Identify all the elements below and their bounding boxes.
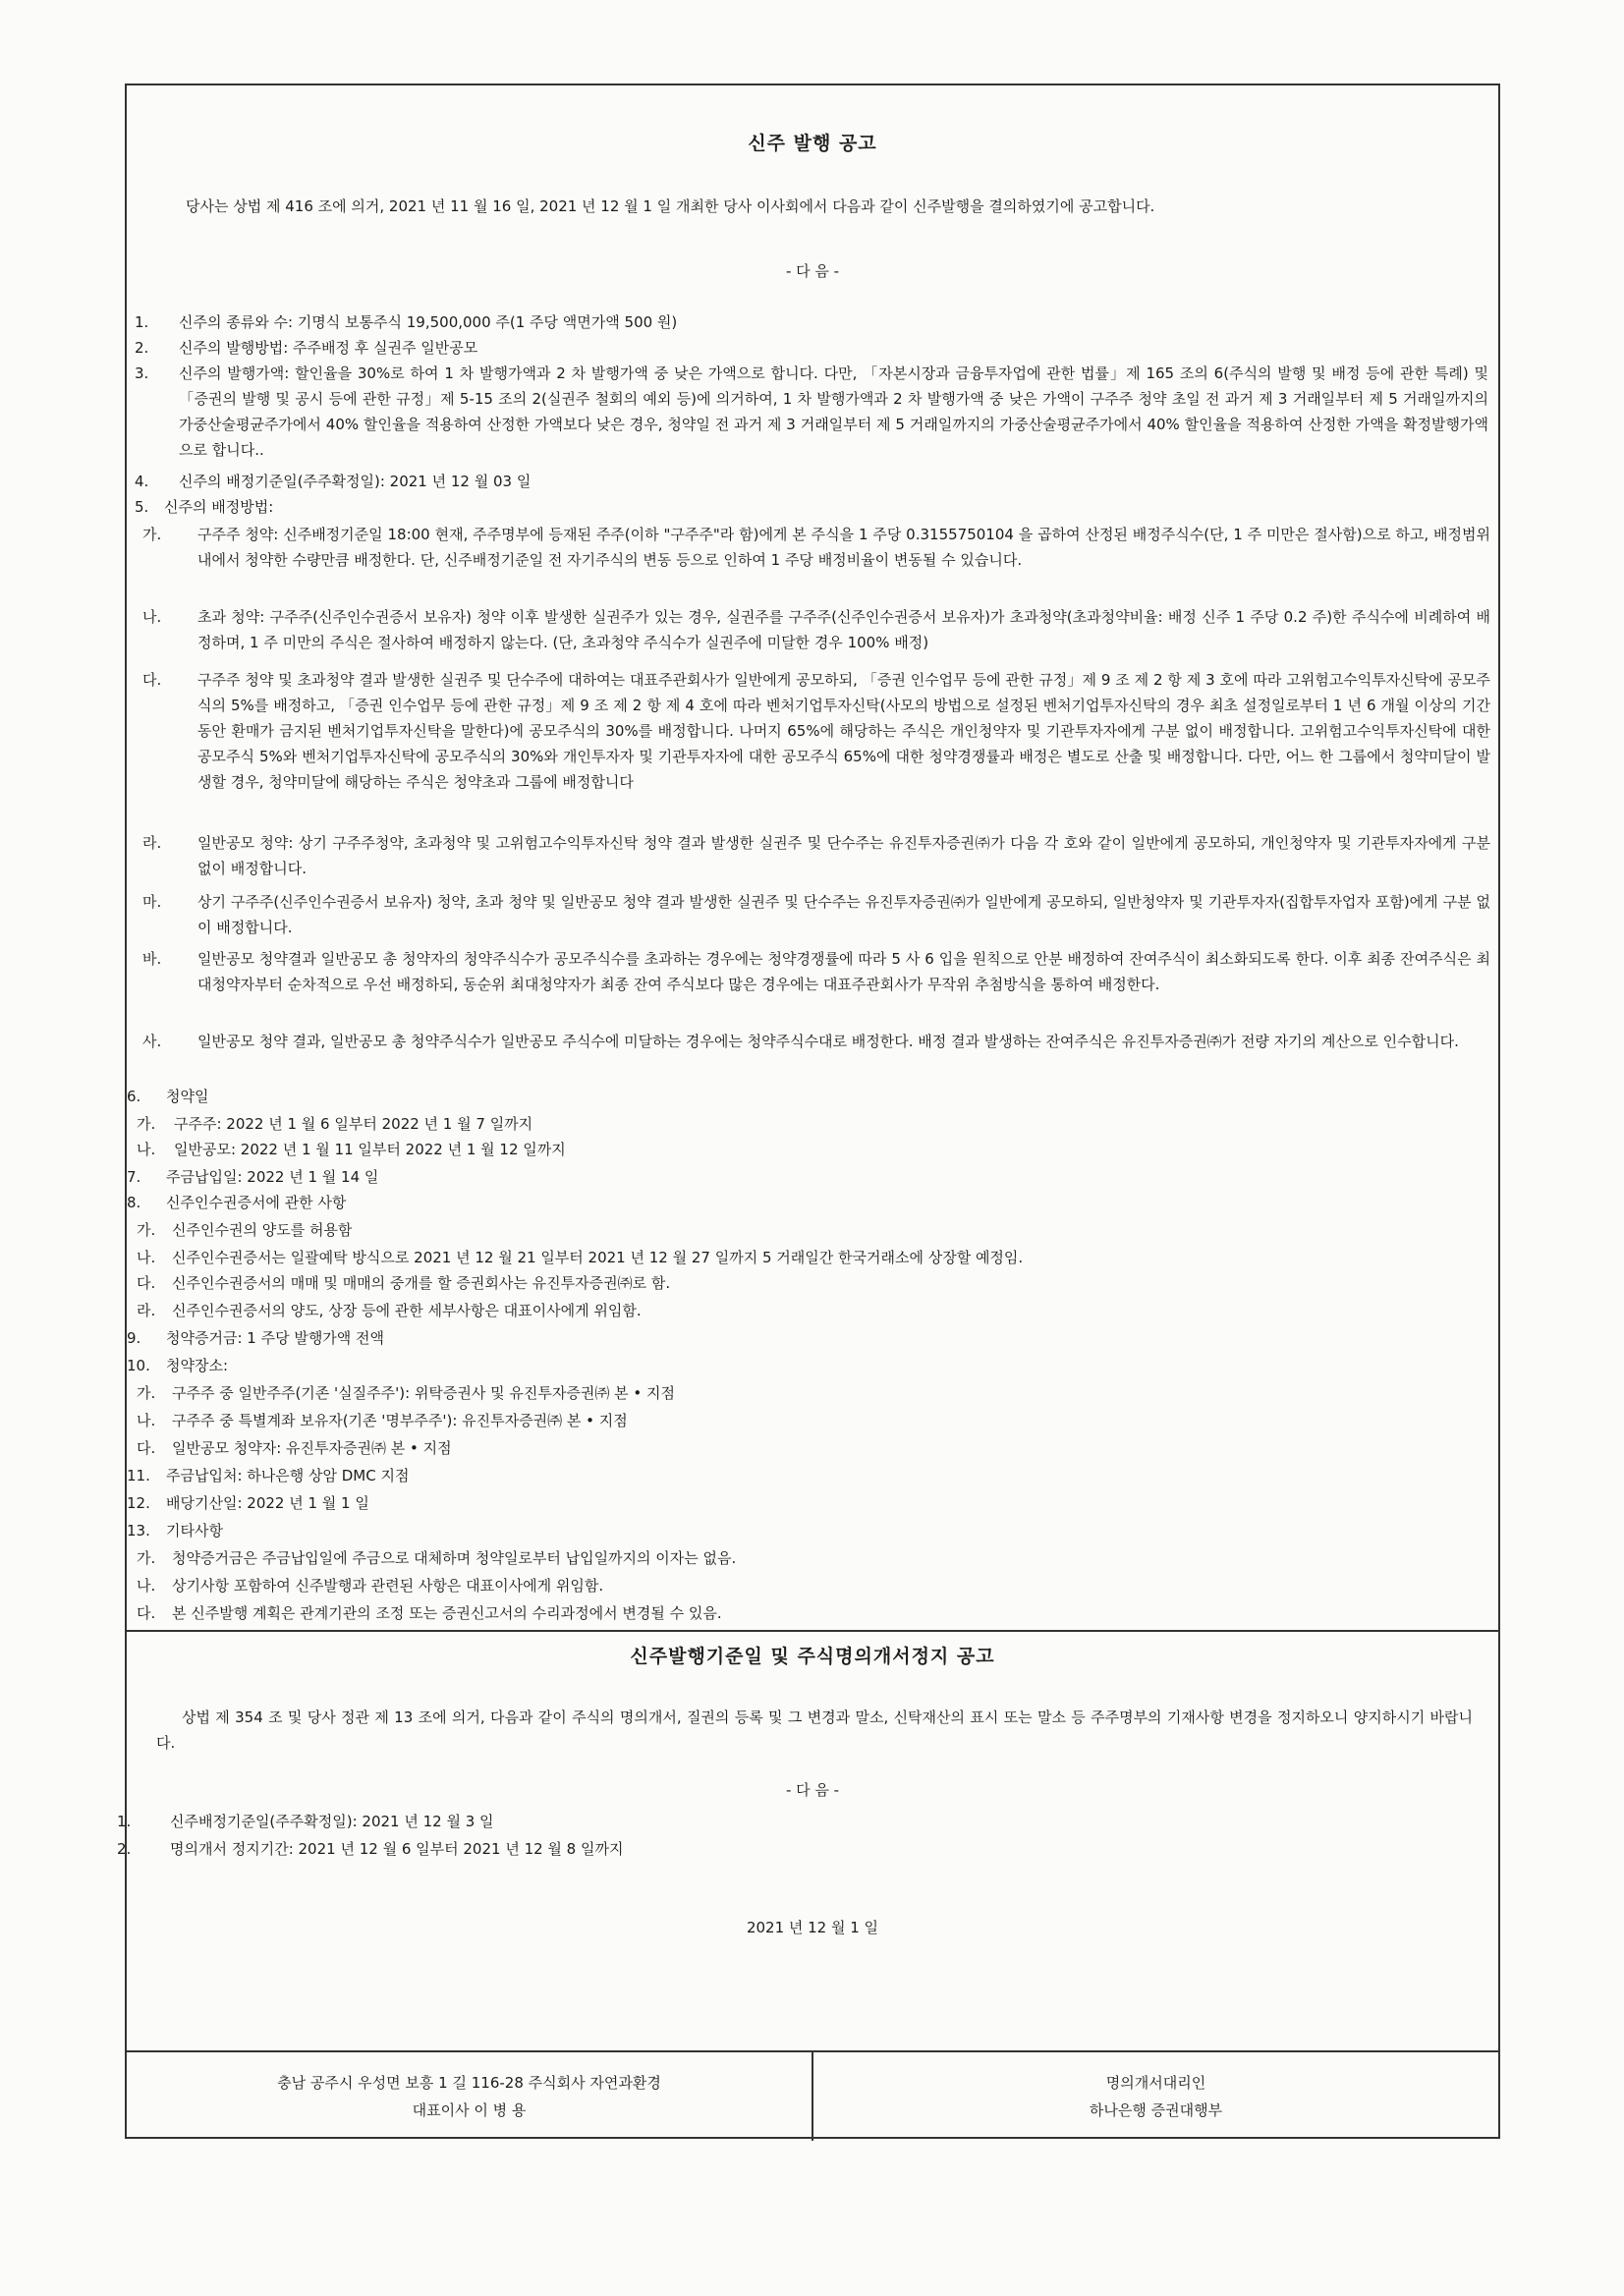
transfer-agent-block bbox=[813, 2052, 1498, 2141]
item-5-sub-ga: 가. 구주주 청약: 신주배정기준일 18:00 현재, 주주명부에 등재된 주주(이하 "구주주"라 함)에게 본 주식을 1 주당 0.3155750104 을 곱하여 산정된 배정주식수(단, 1 주 미만은 절사함)으로 하고, 배정범위 내에서 청약한 수량만큼 배정한다. 단, 신주배정기준일 전 자기주식의 변동 등으로 인하여 1 주당 배정비율이 변동될 수 있습니다. bbox=[142, 526, 1490, 569]
item-4: 4. 신주의 배정기준일(주주확정일): 2021 년 12 월 03 일 bbox=[135, 473, 532, 490]
item-9: 9. 청약증거금: 1 주당 발행가액 전액 bbox=[127, 1329, 385, 1347]
notice2-date: 2021 년 12 월 1 일 bbox=[746, 1919, 879, 1936]
item-6-sub-na: 나. 일반공모: 2022 년 1 월 11 일부터 2022 년 1 월 12 일까지 bbox=[137, 1141, 566, 1158]
item-8-sub-ra: 라. 신주인수권증서의 양도, 상장 등에 관한 세부사항은 대표이사에게 위임함. bbox=[137, 1302, 642, 1319]
item-8-sub-na: 나. 신주인수권증서는 일괄예탁 방식으로 2021 년 12 월 21 일부터 2021 년 12 월 27 일까지 5 거래일간 한국거래소에 상장할 예정임. bbox=[137, 1249, 1024, 1266]
notice2-title: 신주발행기준일 및 주식명의개서정지 공고 bbox=[630, 1646, 995, 1667]
notice2-dawm-heading: - 다 음 - bbox=[785, 1781, 840, 1799]
item-8-sub-da: 다. 신주인수권증서의 매매 및 매매의 중개를 할 증권회사는 유진투자증권㈜로 함. bbox=[137, 1274, 671, 1292]
ceo-name: 대표이사 이 병 용 bbox=[412, 2101, 527, 2119]
item-7: 7. 주금납입일: 2022 년 1 월 14 일 bbox=[127, 1168, 379, 1186]
new-share-issuance-notice bbox=[127, 85, 1498, 1787]
notice-title: 신주 발행 공고 bbox=[748, 133, 877, 154]
record-date-notice bbox=[117, 1632, 1498, 2054]
item-13: 13. 기타사항 bbox=[127, 1522, 223, 1540]
item-10: 10. 청약장소: bbox=[127, 1357, 229, 1374]
transfer-agent-name: 하나은행 증권대행부 bbox=[1089, 2101, 1223, 2119]
item-5-sub-ma: 마. 상기 구주주(신주인수권증서 보유자) 청약, 초과 청약 및 일반공모 청약 결과 발생한 실권주 및 단수주는 유진투자증권㈜가 일반에게 공모하되, 일반청약자 및 기관투자자(집합투자업자 포함)에게 구분 없이 배정합니다. bbox=[142, 893, 1490, 936]
dawm-heading: - 다 음 - bbox=[785, 262, 840, 280]
item-13-sub-na: 나. 상기사항 포함하여 신주발행과 관련된 사항은 대표이사에게 위임함. bbox=[137, 1577, 604, 1595]
item-10-sub-da: 다. 일반공모 청약자: 유진투자증권㈜ 본 • 지점 bbox=[137, 1439, 452, 1457]
item-10-sub-ga: 가. 구주주 중 일반주주(기존 '실질주주'): 위탁증권사 및 유진투자증권㈜ 본 • 지점 bbox=[137, 1384, 675, 1402]
item-3: 3. 신주의 발행가액: 할인율을 30%로 하여 1 차 발행가액과 2 차 발행가액 중 낮은 가액으로 합니다. 다만, 「자본시장과 금융투자업에 관한 법률」제 165 조의 6(주식의 발행 및 배정 등에 관한 특례) 및 「증권의 발행 및 공시 등에 관한 규정」제 5-15 조의 2(실권주 철회의 예외 등)에 의거하여, 1 차 발행가액과 2 차 발행가액 중 낮은 가액이 구주주 청약 초일 전 과거 제 3 거래일부터 제 5 거래일까지의 가중산술평균주가에서 40% 할인율을 적용하여 산정한 가액보다 낮은 경우, 청약일 전 과거 제 3 거래일부터 제 5 거래일까지의 가중산술평균주가에서 40% 할인율을 적용하여 산정한 가액을 확정발행가액으로 합니다.. bbox=[135, 364, 1488, 459]
notice-frame bbox=[117, 84, 1500, 2139]
item-8: 8. 신주인수권증서에 관한 사항 bbox=[127, 1194, 347, 1211]
item-6-sub-ga: 가. 구주주: 2022 년 1 월 6 일부터 2022 년 1 월 7 일까지 bbox=[137, 1115, 533, 1133]
item-5-sub-ba: 바. 일반공모 청약결과 일반공모 총 청약자의 청약주식수가 공모주식수를 초과하는 경우에는 청약경쟁률에 따라 5 사 6 입을 원칙으로 안분 배정하여 잔여주식이 최소화되도록 한다. 이후 최종 잔여주식은 최대청약자부터 순차적으로 우선 배정하되, 동순위 최대청약자가 최종 잔여 주식보다 많은 경우에는 대표주관회사가 무작위 추첨방식을 통하여 배정한다. bbox=[142, 950, 1490, 993]
item-13-sub-da: 다. 본 신주발행 계획은 관계기관의 조정 또는 증권신고서의 수리과정에서 변경될 수 있음. bbox=[137, 1604, 722, 1622]
notice2-intro: 상법 제 354 조 및 당사 정관 제 13 조에 의거, 다음과 같이 주식의 명의개서, 질권의 등록 및 그 변경과 말소, 신탁재산의 표시 또는 말소 등 주주명부의 기재사항 변경을 정지하오니 양지하시기 바랍니다. bbox=[156, 1708, 1473, 1752]
notice-intro: 당사는 상법 제 416 조에 의거, 2021 년 11 월 16 일, 2021 년 12 월 1 일 개최한 당사 이사회에서 다음과 같이 신주발행을 결의하였기에 공고합니다. bbox=[186, 197, 1155, 215]
notice2-item-2: 2. 명의개서 정지기간: 2021 년 12 월 6 일부터 2021 년 12 월 8 일까지 bbox=[117, 1840, 624, 1858]
issuer-block bbox=[127, 2052, 813, 2141]
transfer-agent-title: 명의개서대리인 bbox=[1105, 2074, 1206, 2092]
item-5-sub-sa: 사. 일반공모 청약 결과, 일반공모 총 청약주식수가 일반공모 주식수에 미달하는 경우에는 청약주식수대로 배정한다. 배정 결과 발생하는 잔여주식은 유진투자증권㈜가 전량 자기의 계산으로 인수합니다. bbox=[142, 1033, 1459, 1050]
item-6: 6. 청약일 bbox=[127, 1088, 209, 1105]
item-13-sub-ga: 가. 청약증거금은 주금납입일에 주금으로 대체하며 청약일로부터 납입일까지의 이자는 없음. bbox=[137, 1549, 737, 1567]
item-1: 1. 신주의 종류와 수: 기명식 보통주식 19,500,000 주(1 주당 액면가액 500 원) bbox=[135, 313, 678, 331]
item-12: 12. 배당기산일: 2022 년 1 월 1 일 bbox=[127, 1494, 369, 1512]
notice2-item-1: 1. 신주배정기준일(주주확정일): 2021 년 12 월 3 일 bbox=[117, 1813, 494, 1830]
item-11: 11. 주금납입처: 하나은행 상암 DMC 지점 bbox=[127, 1467, 410, 1484]
item-2: 2. 신주의 발행방법: 주주배정 후 실권주 일반공모 bbox=[135, 339, 478, 357]
signature-footer bbox=[127, 2050, 1498, 2141]
item-5-sub-da: 다. 구주주 청약 및 초과청약 결과 발생한 실권주 및 단수주에 대하여는 대표주관회사가 일반에게 공모하되, 「증권 인수업무 등에 관한 규정」제 9 조 제 2 항 제 3 호에 따라 고위험고수익투자신탁에 공모주식의 5%를 배정하고, 「증권 인수업무 등에 관한 규정」제 9 조 제 2 항 제 4 호에 따라 벤처기업투자신탁(사모의 방법으로 설정된 벤처기업투자신탁의 경우 최초 설정일로부터 1 년 6 개월 이상의 기간 동안 환매가 금지된 벤처기업투자신탁을 말한다)에 공모주식의 30%를 배정합니다. 나머지 65%에 해당하는 주식은 개인청약자 및 기관투자자에게 구분 없이 배정합니다. 고위험고수익투자신탁에 대한 공모주식 5%와 벤처기업투자신탁에 공모주식의 30%와 개인투자자 및 기관투자자에 대한 공모주식 65%에 대한 청약경쟁률과 배정은 별도로 산출 및 배정합니다. 다만, 어느 한 그룹에서 청약미달이 발생할 경우, 청약미달에 해당하는 주식은 청약초과 그룹에 배정합니다 bbox=[142, 671, 1490, 791]
item-5-sub-ra: 라. 일반공모 청약: 상기 구주주청약, 초과청약 및 고위험고수익투자신탁 청약 결과 발생한 실권주 및 단수주는 유진투자증권㈜가 다음 각 호와 같이 일반에게 공모하되, 개인청약자 및 기관투자자에게 구분 없이 배정합니다. bbox=[142, 834, 1490, 877]
item-10-sub-na: 나. 구주주 중 특별계좌 보유자(기존 '명부주주'): 유진투자증권㈜ 본 • 지점 bbox=[137, 1412, 628, 1429]
company-address: 충남 공주시 우성면 보흥 1 길 116-28 주식회사 자연과환경 bbox=[277, 2074, 661, 2092]
item-8-sub-ga: 가. 신주인수권의 양도를 허용함 bbox=[137, 1221, 353, 1239]
item-5: 5. 신주의 배정방법: bbox=[135, 498, 274, 516]
item-5-sub-na: 나. 초과 청약: 구주주(신주인수권증서 보유자) 청약 이후 발생한 실권주가 있는 경우, 실권주를 구주주(신주인수권증서 보유자)가 초과청약(초과청약비율: 배정 신주 1 주당 0.2 주)한 주식수에 비례하여 배정하며, 1 주 미만의 주식은 절사하여 배정하지 않는다. (단, 초과청약 주식수가 실권주에 미달한 경우 100% 배정) bbox=[142, 608, 1490, 651]
